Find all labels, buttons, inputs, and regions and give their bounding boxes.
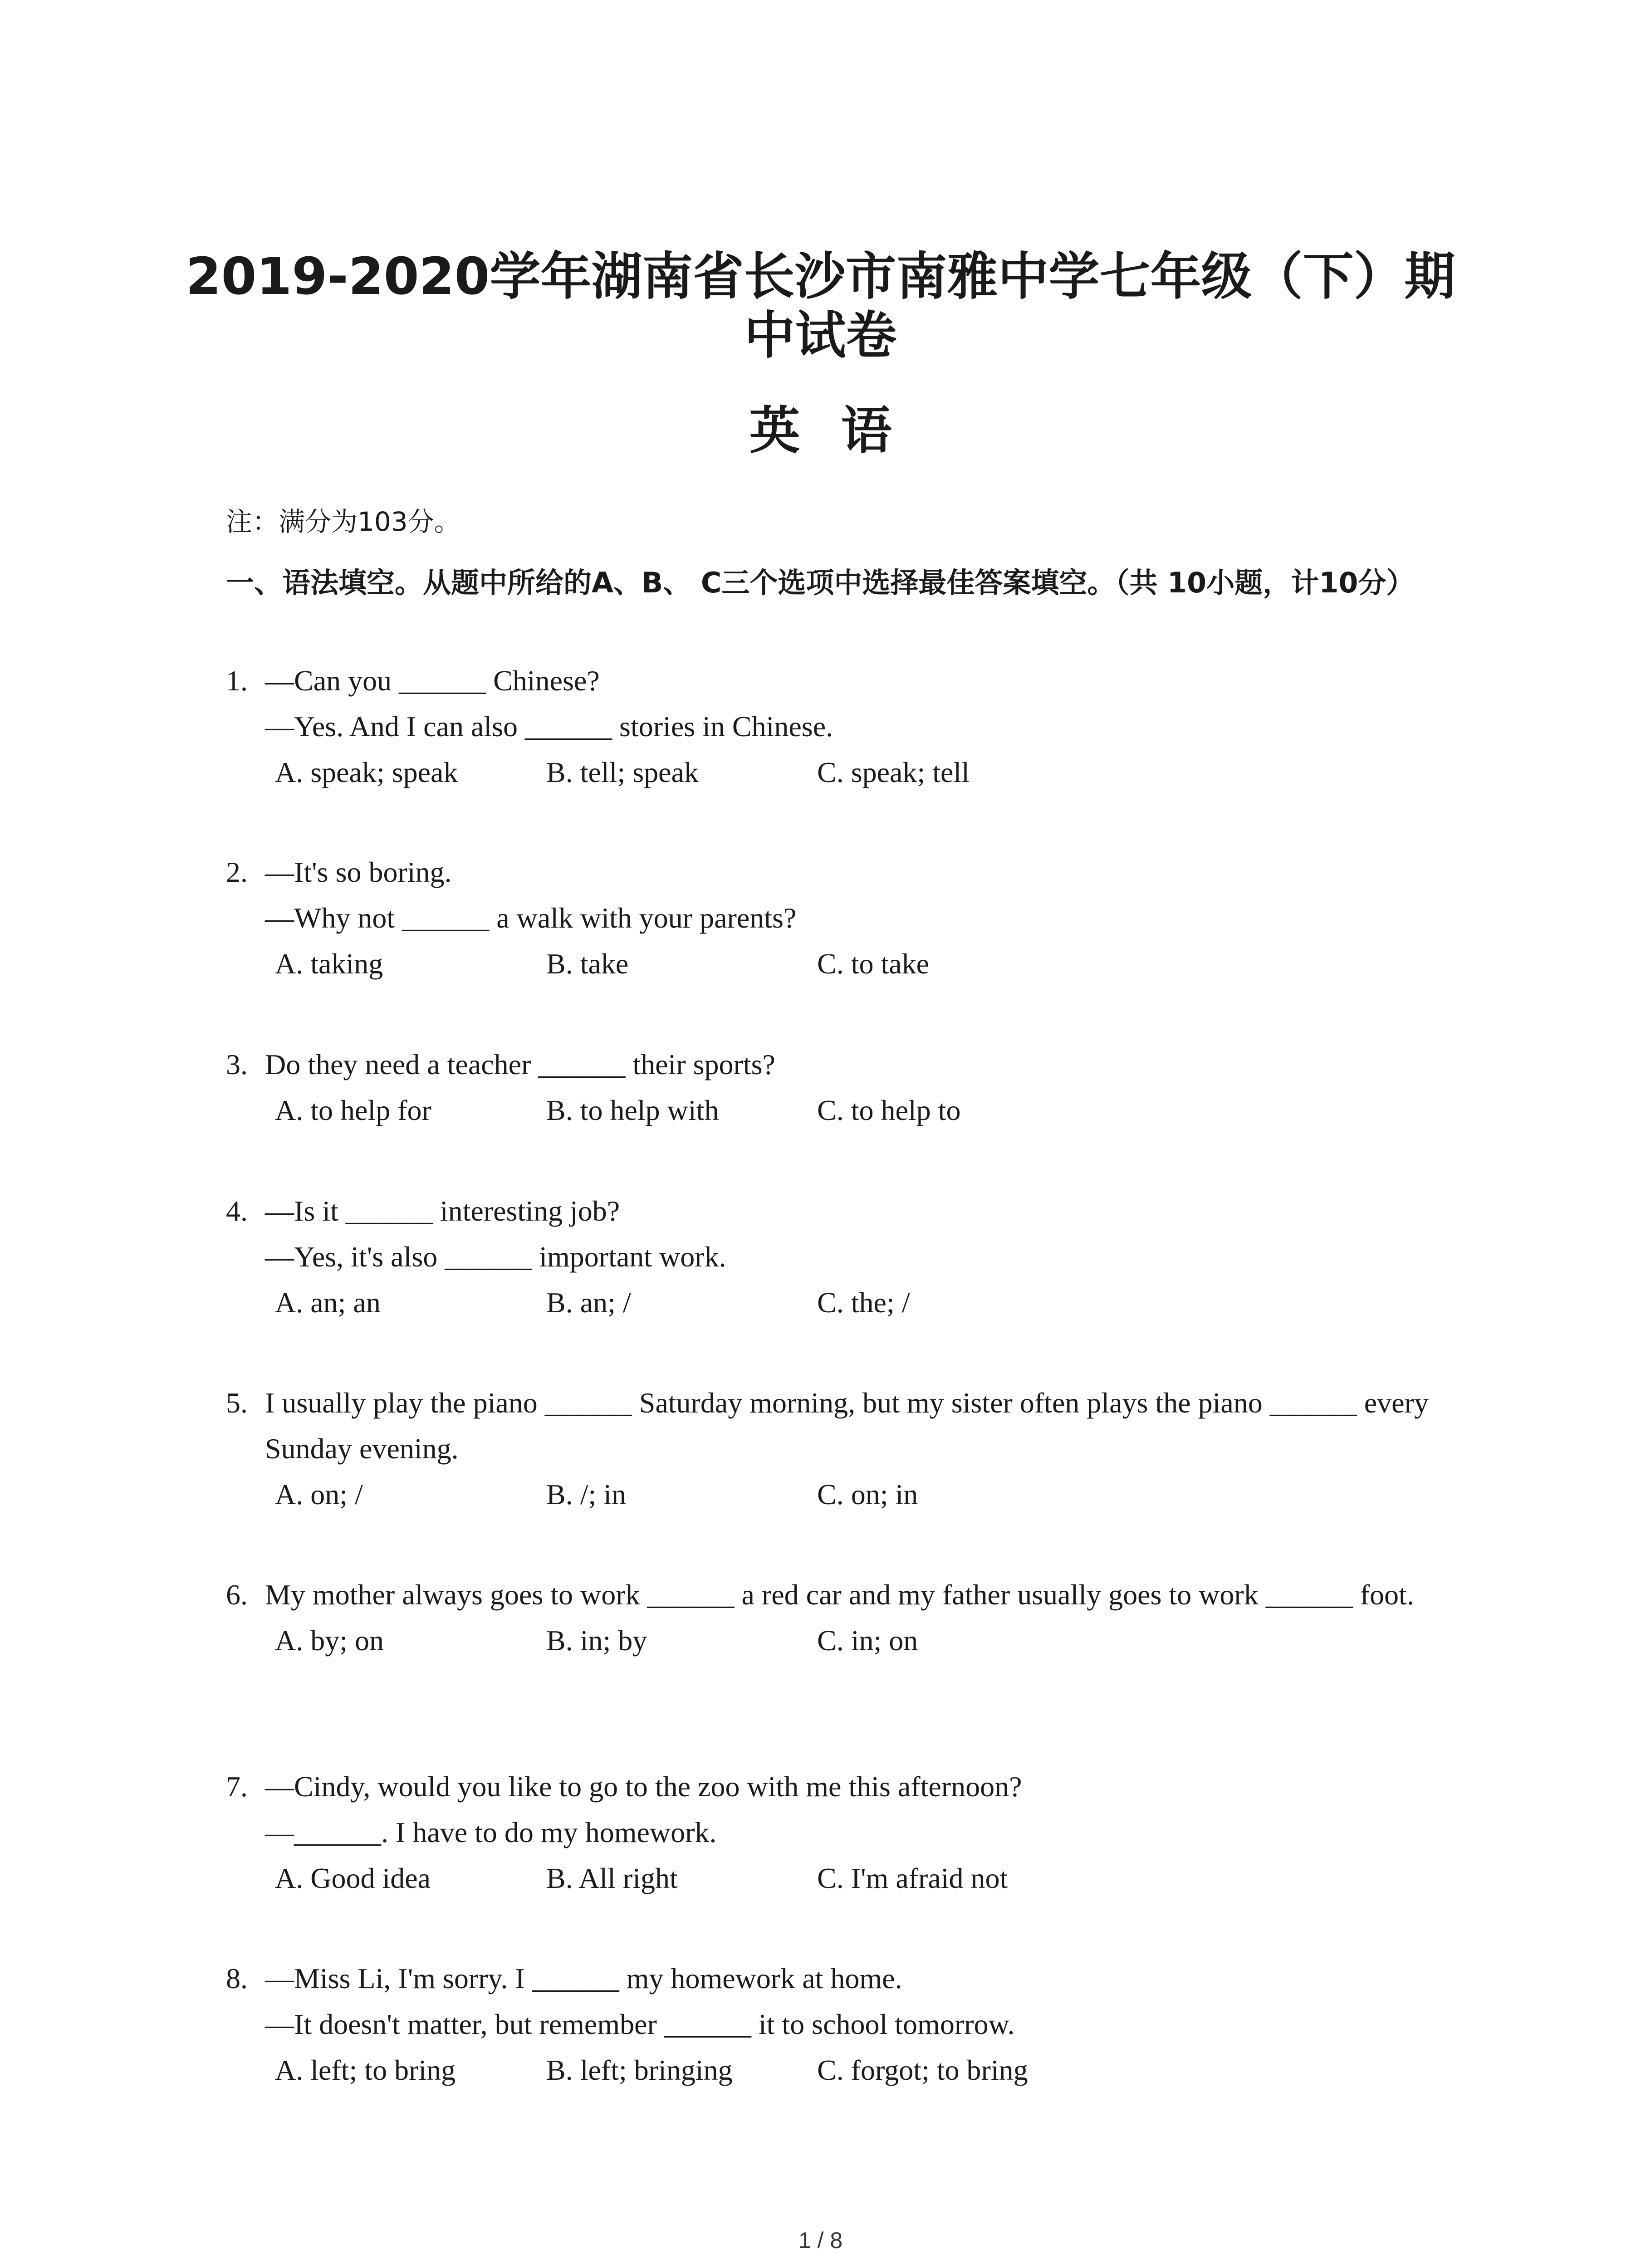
question-line: —It doesn't matter, but remember ______ it to school tomorrow. [265, 2008, 1015, 2040]
question-2 [226, 849, 1451, 987]
option-c: C. on; in [817, 1478, 918, 1510]
exam-title-line-2: 中试卷 [744, 306, 897, 365]
options-row [275, 749, 1451, 795]
options-row [275, 941, 1451, 987]
option-a: A. left; to bring [275, 2054, 456, 2086]
option-b: B. an; / [546, 1286, 631, 1319]
exam-title [0, 247, 1641, 365]
question-line: —Miss Li, I'm sorry. I ______ my homework at home. [265, 1962, 902, 1994]
question-3 [226, 1041, 1451, 1133]
question-number: 3. [226, 1048, 248, 1080]
score-note: 注：满分为103分。 [226, 506, 460, 537]
question-line: —Can you ______ Chinese? [265, 665, 600, 697]
section-heading: 一、语法填空。从题中所给的A、B、 C三个选项中选择最佳答案填空。（共 10小题，计10分） [226, 566, 1415, 599]
option-c: C. to help to [817, 1094, 961, 1126]
option-a: A. by; on [275, 1624, 384, 1657]
question-number: 8. [226, 1962, 248, 1994]
question-line: —______. I have to do my homework. [265, 1816, 717, 1848]
question-line: —Is it ______ interesting job? [265, 1195, 620, 1227]
subject-heading: 英语 [749, 401, 933, 460]
option-c: C. in; on [817, 1624, 918, 1657]
question-line: —Yes, it's also ______ important work. [265, 1241, 726, 1273]
question-8 [226, 1955, 1451, 2093]
option-b: B. /; in [546, 1478, 627, 1510]
option-c: C. forgot; to bring [817, 2054, 1028, 2086]
option-a: A. taking [275, 948, 383, 980]
question-line: —Why not ______ a walk with your parents? [265, 902, 797, 934]
question-text: I usually play the piano ______ Saturday morning, but my sister often plays the piano ______ every Sunday evening. [265, 1387, 1429, 1465]
question-number: 1. [226, 665, 248, 697]
options-row [275, 1618, 1451, 1663]
option-a: A. speak; speak [275, 756, 458, 788]
question-number: 2. [226, 856, 248, 888]
question-text: My mother always goes to work ______ a red car and my father usually goes to work ______ foot. [265, 1579, 1414, 1611]
question-4 [226, 1188, 1451, 1325]
options-row [275, 1855, 1451, 1901]
option-a: A. to help for [275, 1094, 431, 1126]
option-b: B. All right [546, 1862, 678, 1894]
page-indicator: 1 / 8 [798, 2228, 843, 2253]
options-row [275, 1280, 1451, 1325]
options-row [275, 1471, 1451, 1517]
option-c: C. I'm afraid not [817, 1862, 1008, 1894]
options-row [275, 1087, 1451, 1133]
option-a: A. on; / [275, 1478, 363, 1510]
question-7 [226, 1764, 1451, 1901]
question-number: 7. [226, 1770, 248, 1803]
option-b: B. take [546, 948, 629, 980]
question-1 [226, 658, 1451, 795]
exam-title-line-1: 2019-2020学年湖南省长沙市南雅中学七年级（下）期 [186, 247, 1455, 306]
option-b: B. to help with [546, 1094, 719, 1126]
question-6 [226, 1572, 1451, 1663]
option-b: B. tell; speak [546, 756, 699, 788]
question-line: Do they need a teacher ______ their sports? [265, 1048, 775, 1080]
option-a: A. an; an [275, 1286, 381, 1319]
question-5 [226, 1380, 1451, 1517]
option-c: C. to take [817, 948, 930, 980]
option-c: C. speak; tell [817, 756, 970, 788]
question-line: —It's so boring. [265, 856, 452, 888]
options-row [275, 2047, 1451, 2093]
option-a: A. Good idea [275, 1862, 431, 1894]
question-line: —Cindy, would you like to go to the zoo with me this afternoon? [265, 1770, 1022, 1803]
question-number: 5. [226, 1387, 248, 1419]
option-b: B. left; bringing [546, 2054, 733, 2086]
question-line: —Yes. And I can also ______ stories in Chinese. [265, 710, 833, 743]
question-number: 6. [226, 1579, 248, 1611]
question-number: 4. [226, 1195, 248, 1227]
option-c: C. the; / [817, 1286, 910, 1319]
option-b: B. in; by [546, 1624, 647, 1657]
